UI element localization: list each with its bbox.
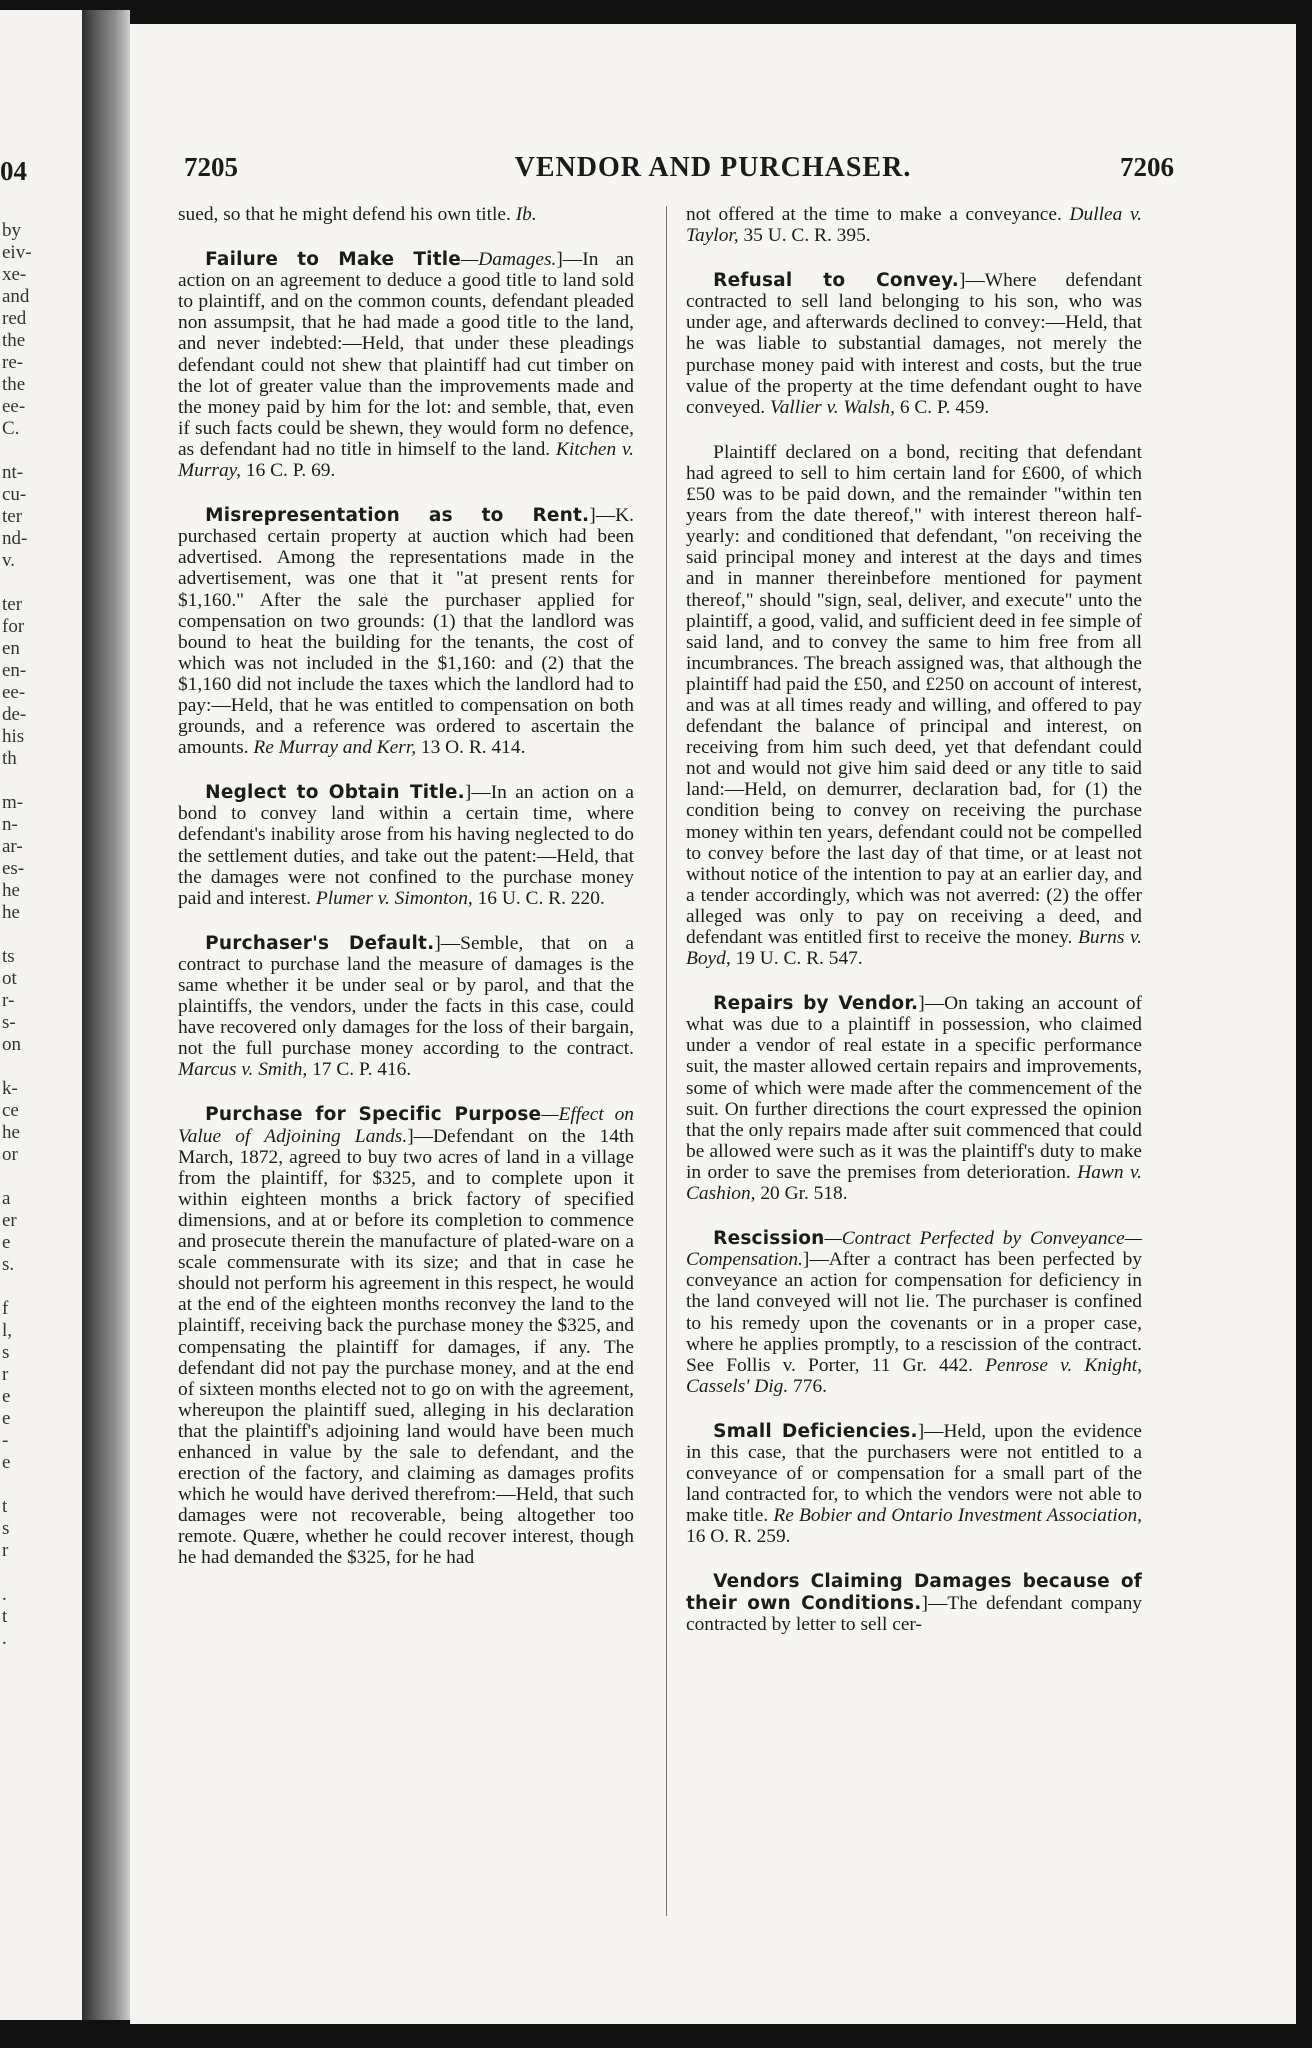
digest-entry (686, 1228, 1142, 1397)
text-fragment: and (2, 286, 30, 307)
entry-body: ]—In an action on an agreement to deduce a good title to land sold to plaintiff, and on the common counts, defendant pleaded non assumpsit, that he had made a good title to the land, and never indebted:—Held, that under these pleadings defendant could not shew that plaintiff had cut timber on the lot of greater value than the improvements made and the money paid by him for the lot: and semble, that, even if such facts could be shewn, they would form no defence, as defendant had no title in himself to the land. (178, 249, 634, 460)
previous-page-number-fragment: 04 (0, 156, 27, 186)
text-fragment: n- (2, 814, 18, 835)
text-fragment: ce (2, 1100, 19, 1121)
text-fragment: r (2, 1364, 9, 1385)
text-fragment: cu- (2, 484, 27, 505)
text-fragment: ter (2, 506, 23, 527)
text-fragment: en- (2, 660, 27, 681)
digest-entry (686, 1421, 1142, 1548)
text-fragment: . (2, 1628, 7, 1649)
text-fragment: r- (2, 990, 15, 1011)
right-column (686, 204, 1142, 1635)
text-fragment: he (2, 1122, 20, 1143)
text-fragment: s- (2, 1012, 16, 1033)
entry-body: ]—Semble, that on a contract to purchase land the measure of damages is the same whether it be under seal or by parol, and that the plaintiffs, the vendors, under the facts in this case, could have recovered only damages for the loss of their bargain, not the full purchase money according to the contract. (178, 932, 635, 1060)
entry-subheading: —Effect on Value of Adjoining Lands. (178, 1104, 635, 1147)
left-column (178, 204, 634, 1569)
entry-heading: Failure to Make Title (205, 249, 462, 271)
text-fragment: e (2, 1452, 11, 1473)
text-fragment: t (2, 1606, 8, 1627)
text-fragment (2, 770, 32, 792)
citation-reference: 19 U. C. R. 547. (730, 948, 863, 970)
paragraph-text: not offered at the time to make a conveyance. (686, 204, 1062, 225)
digest-entry (686, 1571, 1142, 1634)
paragraph-text: sued, so that he might defend his own title. (178, 204, 511, 225)
text-fragment: ar- (2, 836, 23, 857)
text-fragment: on (2, 1034, 21, 1055)
entry-heading: Neglect to Obtain Title. (205, 782, 465, 804)
text-fragment: the (2, 330, 26, 351)
text-fragment: C. (2, 418, 20, 439)
previous-page-text-fragments (2, 220, 32, 1650)
entry-body: ]—In an action on a bond to convey land within a certain time, where defendant's inability arose from his having neglected to do the settlement duties, and take out the patent:—Held, that the damages were not confined to the purchase money paid and interest. (178, 782, 634, 909)
text-fragment (2, 1166, 32, 1188)
entry-body: ]—The defendant company contracted by letter to sell cer- (686, 1592, 1142, 1635)
text-fragment: ot (2, 968, 17, 989)
text-fragment: f (2, 1298, 9, 1319)
text-fragment: or (2, 1144, 18, 1165)
digest-entry (178, 249, 634, 481)
digest-entry (178, 1104, 634, 1568)
paragraph (686, 204, 1142, 246)
text-fragment: he (2, 880, 20, 901)
case-citation: Re Murray and Kerr, (253, 737, 417, 759)
text-fragment (2, 572, 32, 594)
entry-heading: Misrepresentation as to Rent. (205, 505, 590, 527)
entry-heading: Rescission (713, 1228, 825, 1250)
digest-entry (178, 782, 634, 909)
text-fragment: l, (2, 1320, 13, 1341)
case-citation: Re Bobier and Ontario Investment Association, (773, 1505, 1142, 1527)
case-citation: Kitchen v. Murray, (178, 438, 634, 482)
text-fragment: - (2, 1430, 9, 1451)
text-fragment: es- (2, 858, 25, 879)
citation-reference: 16 O. R. 259. (686, 1526, 791, 1548)
book-page (130, 24, 1296, 2024)
text-fragment: re- (2, 352, 24, 373)
running-title: VENDOR AND PURCHASER. (514, 152, 912, 183)
entry-body: ]—Where defendant contracted to sell land belonging to his son, who was under age, and afterwards declined to convey:—Held, that he was liable to substantial damages, not merely the purchase money paid with interest and costs, but the true value of the property at the time defendant ought to have conveyed. (686, 270, 1142, 418)
text-fragment: he (2, 902, 20, 923)
entry-heading: Refusal to Convey. (713, 270, 959, 292)
text-fragment: ee- (2, 682, 26, 703)
text-fragment: r (2, 1540, 9, 1561)
text-fragment: nd- (2, 528, 28, 549)
digest-entry (178, 933, 634, 1081)
text-fragment: v. (2, 550, 16, 571)
text-fragment (2, 1474, 32, 1496)
entry-body: ]—Defendant on the 14th March, 1872, agreed to buy two acres of land in a village from the plaintiff, for $325, and to complete upon it within eighteen months a brick factory of specified dimensions, and at or before its completion to commence and prosecute therein the manufacture of plated-ware on a scale commensurate with its size; and that in case he should not perform his agreement in this respect, he would at the end of the eighteen months reconvey the land to the plaintiff, receiving back the purchase money the $325, and compensating the plaintiff for damages, if any. The defendant did not pay the purchase money, and at the end of sixteen months elected not to go on with the agreement, whereupon the plaintiff sued, alleging in his declaration that the plaintiff's adjoining land would have been much enhanced in value by the sale to defendant, and the erection of the factory, and claiming as damages profits which he would have derived therefrom:—Held, that such damages were not recoverable, being altogether too remote. Quære, whether he could recover interest, though he had demanded the $325, for he had (178, 1125, 634, 1569)
case-citation: Plumer v. Simonton, (315, 887, 473, 909)
entry-body: ]—On taking an account of what was due to a plaintiff in possession, who claimed under a vendor of real estate in a specific performance suit, the master allowed certain repairs and improvements, some of which were made after the commencement of the suit. On further directions the court expressed the opinion that the only repairs made after suit commenced that could be allowed were such as it was the plaintiff's duty to make in order to save the premises from deterioration. (686, 993, 1142, 1183)
text-fragment: his (2, 726, 25, 747)
text-fragment: ts (2, 946, 15, 967)
text-fragment: the (2, 374, 26, 395)
entry-heading: Purchase for Specific Purpose (205, 1104, 542, 1126)
left-page-number: 7205 (184, 152, 238, 182)
text-fragment: . (2, 1584, 7, 1605)
entry-heading: Small Deficiencies. (713, 1420, 918, 1442)
text-fragment: de- (2, 704, 27, 725)
case-citation: Hawn v. Cashion, (686, 1161, 1142, 1205)
text-fragment (2, 1276, 32, 1298)
text-fragment: xe- (2, 264, 27, 285)
text-fragment: eiv- (2, 242, 32, 263)
text-fragment: s (2, 1518, 10, 1539)
entry-heading: Repairs by Vendor. (713, 993, 919, 1015)
case-citation: Vallier v. Walsh, (770, 396, 895, 418)
digest-entry (686, 993, 1142, 1204)
text-fragment (2, 1562, 32, 1584)
citation-reference: 20 Gr. 518. (755, 1183, 848, 1205)
paragraph (686, 442, 1142, 969)
citation-reference: 35 U. C. R. 395. (738, 225, 871, 247)
citation-reference: 6 C. P. 459. (894, 396, 990, 418)
text-fragment: nt- (2, 462, 24, 483)
right-page-number: 7206 (1120, 152, 1174, 182)
column-divider (666, 206, 667, 1916)
text-fragment (2, 440, 32, 462)
text-fragment: m- (2, 792, 24, 813)
case-citation: Burns v. Boyd, (686, 927, 1142, 970)
entry-body: ]—After a contract has been perfected by conveyance an action for compensation for deficiency in the land conveyed will not lie. The purchaser is confined to his remedy upon the covenants or in a proper case, where he applies promptly, to a rescission of the contract. See Follis v. Porter, 11 Gr. 442. (686, 1249, 1142, 1376)
paragraph (178, 204, 634, 225)
text-fragment: e (2, 1408, 11, 1429)
text-fragment: s (2, 1342, 10, 1363)
case-citation: Ib. (515, 204, 537, 225)
citation-reference: 776. (788, 1375, 827, 1397)
text-fragment: k- (2, 1078, 18, 1099)
entry-body: ]—Held, upon the evidence in this case, that the purchasers were not entitled to a conveyance of or compensation for a small part of the land contracted for, to which the vendors were not able to make title. (686, 1420, 1142, 1527)
text-fragment (2, 924, 32, 946)
text-fragment: red (2, 308, 27, 329)
text-fragment: t (2, 1496, 8, 1517)
citation-reference: 16 C. P. 69. (241, 460, 336, 482)
entry-heading: Purchaser's Default. (205, 932, 435, 954)
text-fragment: ter (2, 594, 23, 615)
text-fragment: e (2, 1386, 11, 1407)
citation-reference: 17 C. P. 416. (307, 1059, 412, 1081)
entry-body: ]—K. purchased certain property at auction which had been advertised. Among the representations made in the advertisement, was one that it "at present rents for $1,160." After the sale the purchaser applied for compensation on two grounds: (1) that the landlord was bound to heat the building for the tenants, the cost of which was not included in the $1,160: and (2) that the $1,160 did not include the taxes which the landlord had to pay:—Held, that he was entitled to compensation on both grounds, and a reference was ordered to ascertain the amounts. (178, 505, 634, 759)
running-header (130, 152, 1296, 192)
text-fragment: for (2, 616, 25, 637)
text-fragment: a (2, 1188, 11, 1209)
case-citation: Penrose v. Knight, Cassels' Dig. (686, 1354, 1143, 1397)
digest-entry (686, 270, 1142, 418)
entry-subheading: —Damages. (461, 249, 557, 271)
citation-reference: 13 O. R. 414. (416, 737, 526, 759)
text-fragment: en (2, 638, 20, 659)
text-fragment: er (2, 1210, 17, 1231)
text-fragment (2, 1056, 32, 1078)
citation-reference: 16 U. C. R. 220. (472, 887, 605, 909)
entry-heading: Vendors Claiming Damages because of their own Conditions. (686, 1571, 1142, 1614)
entry-subheading: —Contract Perfected by Conveyance—Compensation. (686, 1228, 1142, 1271)
text-fragment: s. (2, 1254, 15, 1275)
text-fragment: e (2, 1232, 11, 1253)
case-citation: Marcus v. Smith, (178, 1059, 308, 1081)
case-citation: Dullea v. Taylor, (686, 204, 1142, 247)
digest-entry (178, 505, 634, 758)
previous-page-edge (0, 10, 82, 2020)
text-fragment: ee- (2, 396, 26, 417)
book-gutter-shadow (82, 10, 130, 2020)
paragraph-text: Plaintiff declared on a bond, reciting that defendant had agreed to sell to him certain land for £600, of which £50 was to be paid down, and the remainder "within ten years from the date thereof," with interest thereon half-yearly: and conditioned that defendant, "on receiving the said principal money and interest at the days and times and in manner thereinbefore mentioned for payment thereof," should "sign, seal, deliver, and execute" unto the plaintiff, a good, valid, and sufficient deed in fee simple of said land, and to convey the same to him free from all incumbrances. The breach assigned was, that although the plaintiff had paid the £50, and £250 on account of interest, and was at all times ready and willing, and offered to pay defendant the balance of principal and interest, on receiving from him such deed, yet that defendant could not and would not give him said deed or any title to said land:—Held, on demurrer, declaration bad, for (1) the condition being to convey on receiving the purchase money within ten years, defendant could not be compelled to convey before the last day of that time, or at least not without notice of the intention to pay at an earlier day, and a tender accordingly, which was not averred: (2) the offer alleged was only to pay on receiving a deed, and defendant was entitled first to receive the money. (686, 441, 1142, 948)
text-fragment: by (2, 220, 21, 241)
text-fragment: th (2, 748, 17, 769)
